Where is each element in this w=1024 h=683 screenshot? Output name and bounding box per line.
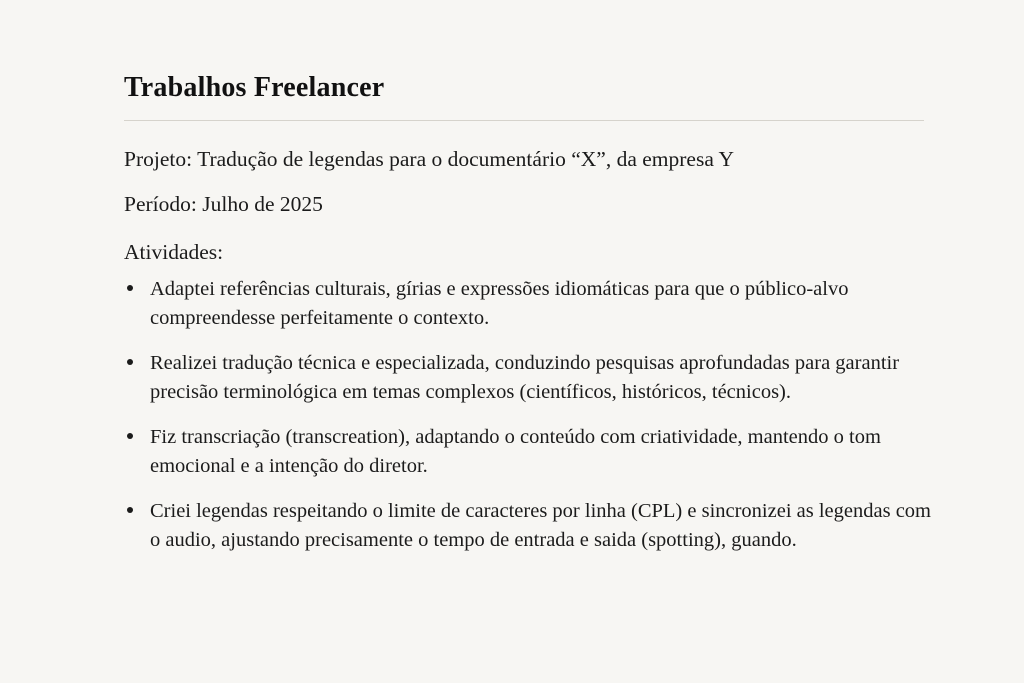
activities-list xyxy=(124,275,934,556)
meta-project-label: Projeto: xyxy=(124,147,193,171)
meta-project xyxy=(124,143,914,176)
list-item-text: Criei legendas respeitando o limite de caracteres por linha (CPL) e sincronizei as legendas com o audio, ajustando precisamente o tempo de entrada e saida (spotting), guando. xyxy=(150,500,931,552)
title-divider xyxy=(124,120,924,121)
list-item xyxy=(124,275,934,333)
bullet-icon xyxy=(127,507,133,513)
list-item-text: Realizei tradução técnica e especializada, conduzindo pesquisas aprofundadas para garantir precisão terminológica em temas complexos (científicos, históricos, técnicos). xyxy=(150,351,900,403)
page-title: Trabalhos Freelancer xyxy=(124,72,385,103)
list-item xyxy=(124,349,934,407)
bullet-icon xyxy=(127,359,133,365)
meta-period xyxy=(124,188,914,221)
meta-project-value: Tradução de legendas para o documentário “X”, da empresa Y xyxy=(192,147,734,171)
meta-period-value: Julho de 2025 xyxy=(196,192,323,217)
list-item-text: Fiz transcriação (transcreation), adaptando o conteúdo com criatividade, mantendo o tom emocional e a intenção do diretor. xyxy=(150,426,881,478)
activities-heading: Atividades: xyxy=(124,239,224,264)
bullet-icon xyxy=(127,285,133,291)
bullet-icon xyxy=(127,433,133,439)
list-item xyxy=(124,497,934,555)
list-item xyxy=(124,423,934,481)
meta-period-label: Período: xyxy=(124,192,197,217)
list-item-text: Adaptei referências culturais, gírias e expressões idiomáticas para que o público-alvo compreendesse perfeitamente o contexto. xyxy=(150,277,849,329)
